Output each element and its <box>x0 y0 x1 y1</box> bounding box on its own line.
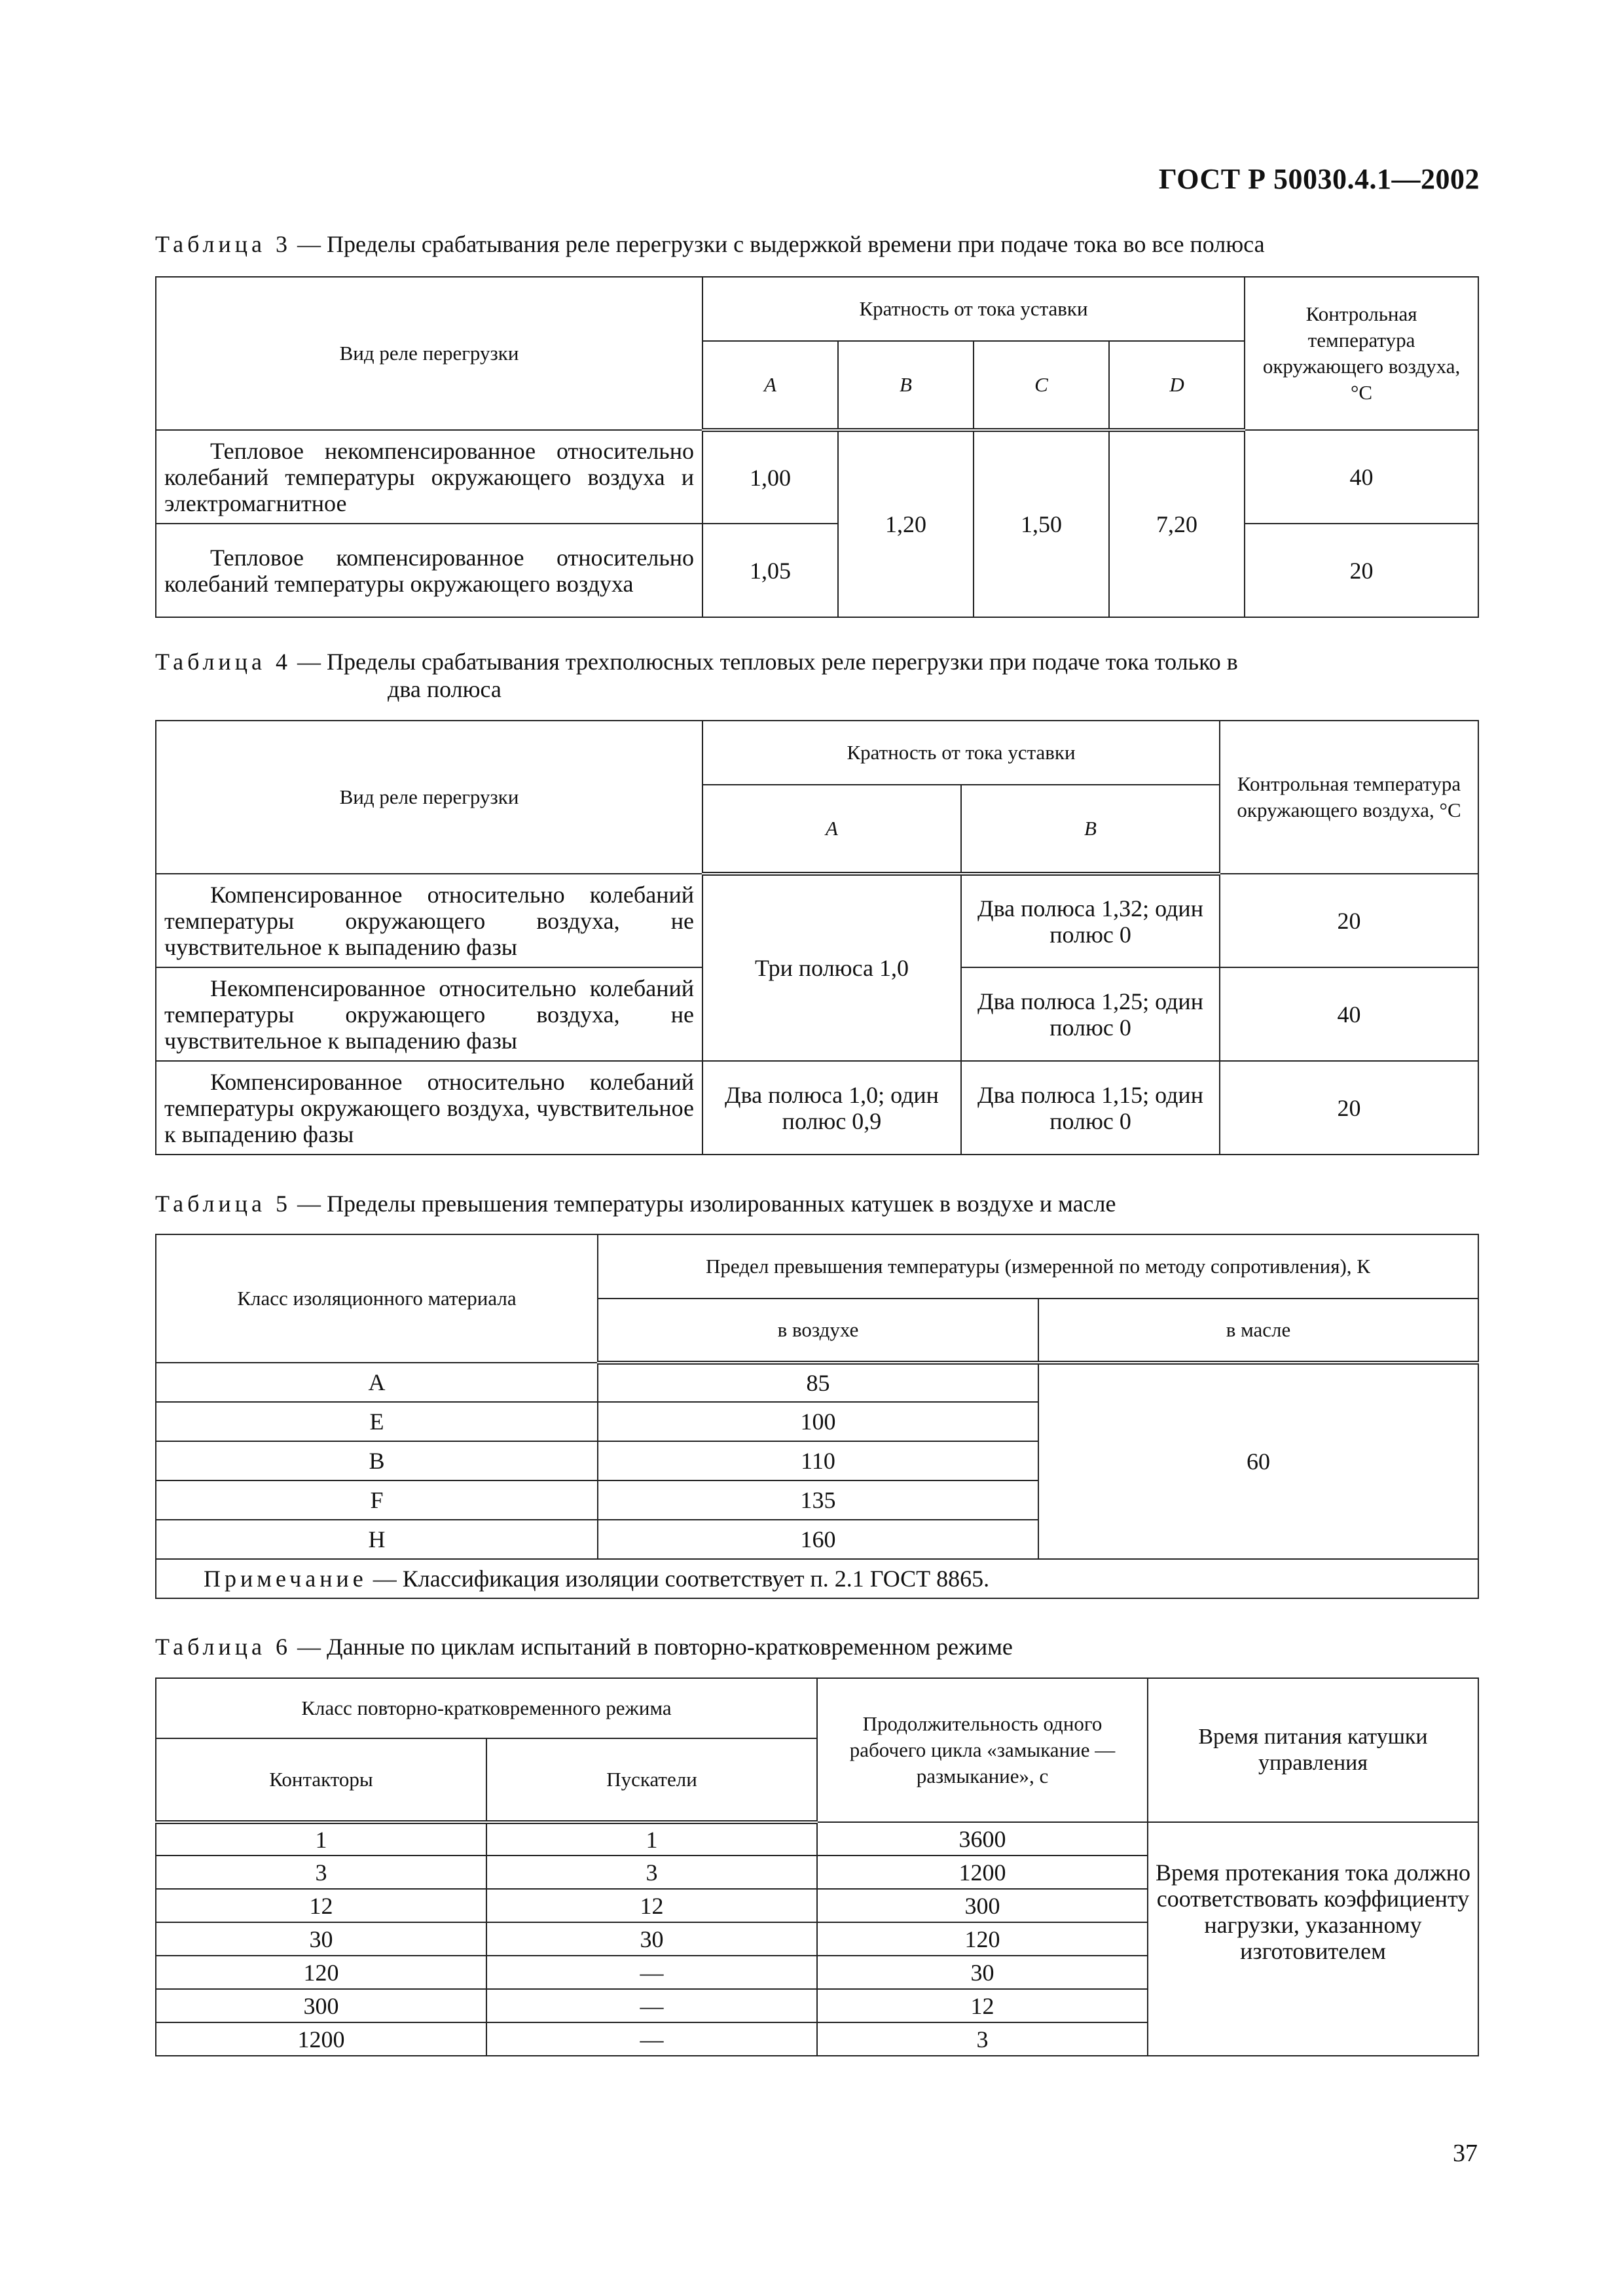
table5 <box>155 1234 1479 1599</box>
table4-caption-continuation: два полюса <box>388 676 501 702</box>
table5-caption <box>155 1190 1116 1217</box>
table6-row7-contactors: 1200 <box>156 2022 486 2056</box>
table3-header-multiplicity: Кратность от тока уставки <box>702 277 1245 341</box>
table-row <box>156 1822 1478 1856</box>
document-code: ГОСТ Р 50030.4.1—2002 <box>1158 163 1480 195</box>
table4-row2-type: Некомпенсированное относительно колебаний температуры окружающего воздуха, не чувствительное к выпадению фазы <box>156 967 702 1061</box>
table-row <box>156 1363 1478 1402</box>
table6-row7-duration: 3 <box>817 2022 1148 2056</box>
table5-subheader-air: в воздухе <box>598 1299 1038 1363</box>
table4-row2-temp: 40 <box>1220 967 1478 1061</box>
table5-row4-class: F <box>156 1480 598 1520</box>
table6-row4-duration: 120 <box>817 1922 1148 1956</box>
table5-row2-air: 100 <box>598 1402 1038 1441</box>
table6-row5-duration: 30 <box>817 1956 1148 1989</box>
table4-row2-b: Два полюса 1,25; один полюс 0 <box>961 967 1220 1061</box>
table6-row4-starters: 30 <box>486 1922 817 1956</box>
table5-header-limit: Предел превышения температуры (измеренной по методу сопротивления), К <box>598 1234 1478 1299</box>
table5-row5-air: 160 <box>598 1520 1038 1559</box>
table4-shared-a: Три полюса 1,0 <box>702 874 961 1061</box>
table5-row5-class: H <box>156 1520 598 1559</box>
table6-caption <box>155 1633 1013 1660</box>
table5-note-row <box>156 1559 1478 1598</box>
table3-row1-a: 1,00 <box>702 430 838 524</box>
table3-header-temp: Контрольная температура окружающего воздуха, °С <box>1245 277 1478 430</box>
table6 <box>155 1677 1479 2056</box>
table4-row1-type: Компенсированное относительно колебаний температуры окружающего воздуха, не чувствительное к выпадению фазы <box>156 874 702 967</box>
table3-shared-c: 1,50 <box>974 430 1109 617</box>
table6-row3-duration: 300 <box>817 1889 1148 1922</box>
table3-caption-lead: Таблица 3 <box>155 231 291 257</box>
table5-note <box>156 1559 1478 1598</box>
table3-caption-text: — Пределы срабатывания реле перегрузки с выдержкой времени при подаче тока во все полюса <box>291 231 1265 257</box>
table4-row1-temp: 20 <box>1220 874 1478 967</box>
table3-subheader-a: A <box>702 341 838 430</box>
table6-row6-contactors: 300 <box>156 1989 486 2022</box>
table3-shared-d: 7,20 <box>1109 430 1245 617</box>
table6-row1-starters: 1 <box>486 1822 817 1856</box>
table-row <box>156 524 1478 617</box>
table4-row3-a: Два полюса 1,0; один полюс 0,9 <box>702 1061 961 1155</box>
table6-coil-shared: Время протекания тока должно соответствовать коэффициенту нагрузки, указанному изготовителем <box>1148 1822 1478 2056</box>
table5-row2-class: E <box>156 1402 598 1441</box>
table3-caption <box>155 230 1265 258</box>
table3-row1-type: Тепловое некомпенсированное относительно колебаний температуры окружающего воздуха и электромагнитное <box>156 430 702 524</box>
table6-row3-contactors: 12 <box>156 1889 486 1922</box>
table4-caption-lead: Таблица 4 <box>155 649 291 675</box>
table6-subheader-contactors: Контакторы <box>156 1738 486 1822</box>
table3-row1-temp: 40 <box>1245 430 1478 524</box>
table6-row5-starters: — <box>486 1956 817 1989</box>
table6-row2-duration: 1200 <box>817 1856 1148 1889</box>
table3-row2-temp: 20 <box>1245 524 1478 617</box>
table4-header-multiplicity: Кратность от тока уставки <box>702 721 1220 785</box>
table5-note-lead: Примечание <box>204 1566 367 1592</box>
table6-row7-starters: — <box>486 2022 817 2056</box>
table3-subheader-d: D <box>1109 341 1245 430</box>
table4-subheader-a: A <box>702 785 961 874</box>
table4-caption <box>155 648 1238 703</box>
table6-header-coil: Время питания катушки управления <box>1148 1678 1478 1822</box>
table6-header-class: Класс повторно-кратковременного режима <box>156 1678 817 1738</box>
table4-row3-type: Компенсированное относительно колебаний температуры окружающего воздуха, чувствительное к выпадению фазы <box>156 1061 702 1155</box>
table4-caption-text: — Пределы срабатывания трехполюсных тепловых реле перегрузки при подаче тока только в <box>291 649 1238 675</box>
table5-row1-class: A <box>156 1363 598 1402</box>
table-row <box>156 430 1478 524</box>
table4-row1-b: Два полюса 1,32; один полюс 0 <box>961 874 1220 967</box>
table3 <box>155 276 1479 618</box>
table3-header-type: Вид реле перегрузки <box>156 277 702 430</box>
page-number: 37 <box>1453 2140 1478 2167</box>
table6-row4-contactors: 30 <box>156 1922 486 1956</box>
table6-row5-contactors: 120 <box>156 1956 486 1989</box>
table-row <box>156 874 1478 967</box>
table5-caption-text: — Пределы превышения температуры изолированных катушек в воздухе и масле <box>291 1191 1116 1217</box>
table4 <box>155 720 1479 1155</box>
table5-note-text: — Классификация изоляции соответствует п. 2.1 ГОСТ 8865. <box>367 1566 990 1592</box>
table6-caption-text: — Данные по циклам испытаний в повторно-кратковременном режиме <box>291 1634 1013 1660</box>
table4-subheader-b: B <box>961 785 1220 874</box>
table6-row1-contactors: 1 <box>156 1822 486 1856</box>
table5-oil-shared: 60 <box>1038 1363 1478 1559</box>
table6-header-duration: Продолжительность одного рабочего цикла «замыкание — размыкание», с <box>817 1678 1148 1822</box>
table5-header-class: Класс изоляционного материала <box>156 1234 598 1363</box>
table5-subheader-oil: в масле <box>1038 1299 1478 1363</box>
table5-row1-air: 85 <box>598 1363 1038 1402</box>
table4-row3-temp: 20 <box>1220 1061 1478 1155</box>
table5-row3-air: 110 <box>598 1441 1038 1480</box>
table6-caption-lead: Таблица 6 <box>155 1634 291 1660</box>
table4-header-type: Вид реле перегрузки <box>156 721 702 874</box>
table3-row2-a: 1,05 <box>702 524 838 617</box>
table3-row2-type: Тепловое компенсированное относительно колебаний температуры окружающего воздуха <box>156 524 702 617</box>
table6-row6-duration: 12 <box>817 1989 1148 2022</box>
table4-row3-b: Два полюса 1,15; один полюс 0 <box>961 1061 1220 1155</box>
table5-caption-lead: Таблица 5 <box>155 1191 291 1217</box>
table4-header-temp: Контрольная температура окружающего воздуха, °С <box>1220 721 1478 874</box>
table5-row4-air: 135 <box>598 1480 1038 1520</box>
table6-row1-duration: 3600 <box>817 1822 1148 1856</box>
table3-shared-b: 1,20 <box>838 430 974 617</box>
table5-row3-class: B <box>156 1441 598 1480</box>
table6-row6-starters: — <box>486 1989 817 2022</box>
table6-subheader-starters: Пускатели <box>486 1738 817 1822</box>
table6-row2-contactors: 3 <box>156 1856 486 1889</box>
table6-row3-starters: 12 <box>486 1889 817 1922</box>
table3-subheader-c: C <box>974 341 1109 430</box>
table-row <box>156 1061 1478 1155</box>
table6-row2-starters: 3 <box>486 1856 817 1889</box>
table3-subheader-b: B <box>838 341 974 430</box>
